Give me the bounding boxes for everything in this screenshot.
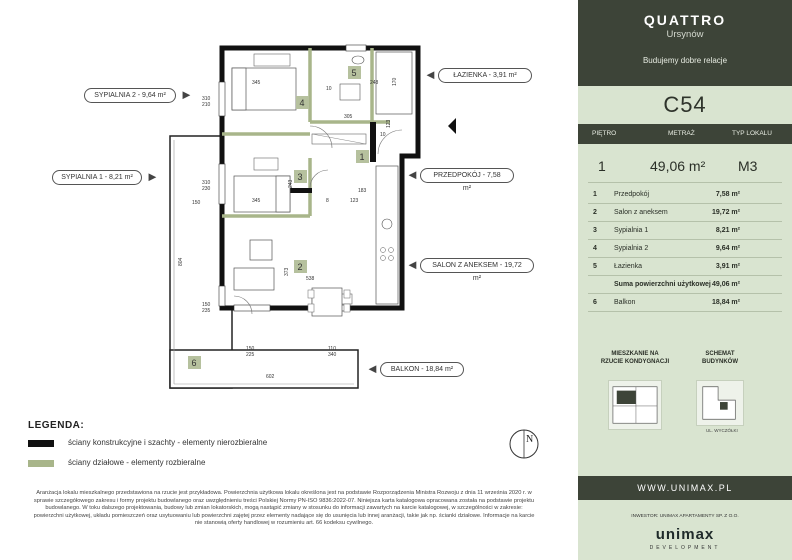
investor-text: INWESTOR: UNIMAX APARTAMENTY SP. Z O.O. [631,514,739,519]
dim-label: 243 [288,179,294,188]
dim-label: 310 [202,180,211,186]
dim-label: 373 [284,267,290,276]
floor-location-map [608,380,662,430]
north-label: N [526,434,534,445]
room-area: 7,58 m² [715,191,740,198]
room-num: 2 [593,209,597,216]
dim-label: 305 [344,114,353,120]
room-number: 3 [297,172,303,182]
dim-label: 310 [202,96,211,102]
room-name: Łazienka [614,263,643,270]
callout-bedroom-2: SYPIALNIA 2 - 9,64 m² [84,88,176,103]
dim-label: 230 [202,186,211,192]
arrow-left-icon: ◄ [406,257,419,272]
dim-label: 150 [246,346,255,352]
sum-label: Suma powierzchni użytkowej [614,281,711,288]
room-area: 19,72 m² [711,209,740,216]
room-row [578,204,792,222]
room-area: 18,84 m² [711,299,740,306]
room-num: 1 [593,191,597,198]
room-row [578,222,792,240]
dim-label: 110 [328,346,336,352]
brand-header [578,0,792,86]
dim-label: 150 [202,302,211,308]
balcony-row [578,294,792,312]
disclaimer-text: Aranżacja lokalu mieszkalnego przedstawiona na rzucie jest przykładowa. Powierzchnia użytkowa lokalu określona jest na podstawie Rozporządzenia Ministra Rozwoju z dnia 11 września 2020 r. w sprawie szczegółowego zakresu i formy projektu budowlanego oraz uwzględnieniu treści Polskiej Normy PN-ISO 9836:2022-07. Niniejsza karta katalogowa opracowana została na podstawie projektu budowlanego. W toku dalszego projektowania, budowy lub zmian lokatorskich, mogą nastąpić zmiany w stosunku do informacji zawartych na karcie katalogowej, w szczególności w zakresie: powierzchni użytkowej, układu pomieszczeń oraz usytuowaniu lub powierzchni zajętej przez elementy nadające się do usunięcia lub innej aranżacji, takie jak np. ścianki działowe. Informacje na karcie nie stanowią oferty handlowej w rozumieniu art. 66 kodeksu cywilnego. [33,490,535,527]
dim-label: 8 [326,198,329,204]
dim-label: 10 [326,86,332,92]
dim-label: 10 [380,132,386,138]
north-arrow-icon [508,428,540,460]
room-row [578,258,792,276]
dim-label: 538 [306,276,315,282]
dim-label: 123 [386,119,392,128]
dim-label: 123 [350,198,359,204]
room-name: Sypialnia 2 [614,245,649,252]
legend-title: LEGENDA: [28,420,85,431]
website-link[interactable]: WWW.UNIMAX.PL [578,476,792,500]
arrow-right-icon: ► [180,87,193,102]
value-floor: 1 [598,158,606,174]
room-number: 5 [351,68,357,78]
arrow-left-icon: ◄ [406,167,419,182]
room-area: 8,21 m² [715,227,740,234]
sum-row [578,276,792,294]
room-num: 5 [593,263,597,270]
legend-swatch-partition [28,460,54,467]
room-num: 3 [593,227,597,234]
dim-label: 170 [392,77,398,86]
dim-label: 150 [192,200,201,206]
room-num: 4 [593,245,597,252]
legend-swatch-structural [28,440,54,447]
dim-label: 248 [370,80,379,86]
dim-label: 235 [202,308,211,314]
callout-balcony: BALKON - 18,84 m² [380,362,464,377]
header-floor: PIĘTRO [592,130,617,137]
unimax-logo: unimax [655,526,715,543]
summary-header [578,124,792,144]
header-area: METRAŻ [668,130,695,137]
room-row [578,186,792,204]
room-num: 6 [593,299,597,306]
sum-area: 49,06 m² [711,281,740,288]
dim-label: 183 [358,188,367,194]
info-panel [578,0,792,560]
callout-bathroom: ŁAZIENKA - 3,91 m² [438,68,532,83]
room-number: 1 [359,152,365,162]
room-name: Sypialnia 1 [614,227,649,234]
legend-structural-label: ściany konstrukcyjne i szachty - elementy nierozbieralne [68,438,268,447]
logo-subtitle: DEVELOPMENT [649,545,721,551]
room-number: 4 [299,98,305,108]
building-scheme-title: SCHEMAT BUDYNKÓW [702,351,738,365]
arrow-left-icon: ◄ [424,67,437,82]
header-type: TYP LOKALU [732,130,772,137]
room-area: 9,64 m² [715,245,740,252]
legend-partition-label: ściany działowe - elementy rozbieralne [68,458,206,467]
floor-location-title: MIESZKANIE NA RZUCIE KONDYGNACJI [600,351,670,365]
dim-label: 340 [328,352,337,358]
floor-plan [150,38,470,394]
brand-name: QUATTRO [643,12,727,28]
dim-label: 345 [252,198,261,204]
room-name: Przedpokój [614,191,650,198]
room-number: 6 [191,358,197,368]
brand-location: Ursynów [666,29,704,40]
room-row [578,240,792,258]
room-name: Salon z aneksem [614,209,668,216]
callout-bedroom-1: SYPIALNIA 1 - 8,21 m² [52,170,142,185]
dim-label: 345 [252,80,261,86]
unit-code: C54 [663,92,707,117]
dim-label: 602 [266,374,275,380]
dim-label: 225 [246,352,255,358]
dim-label: 210 [202,102,211,108]
building-scheme-map [696,380,744,426]
value-area: 49,06 m² [650,158,706,174]
brand-tagline: Budujemy dobre relacje [642,56,728,65]
room-name: Balkon [614,299,636,306]
room-area: 3,91 m² [715,263,740,270]
callout-living-room: SALON Z ANEKSEM - 19,72 m² [420,258,534,273]
value-type: M3 [738,158,758,174]
arrow-left-icon: ◄ [366,361,379,376]
dim-label: 804 [178,257,184,266]
room-number: 2 [297,262,303,272]
street-label: UL. WYCZÓŁKI [706,428,738,433]
callout-hallway: PRZEDPOKÓJ - 7,58 m² [420,168,514,183]
summary-values [578,148,792,182]
arrow-right-icon: ► [146,169,159,184]
